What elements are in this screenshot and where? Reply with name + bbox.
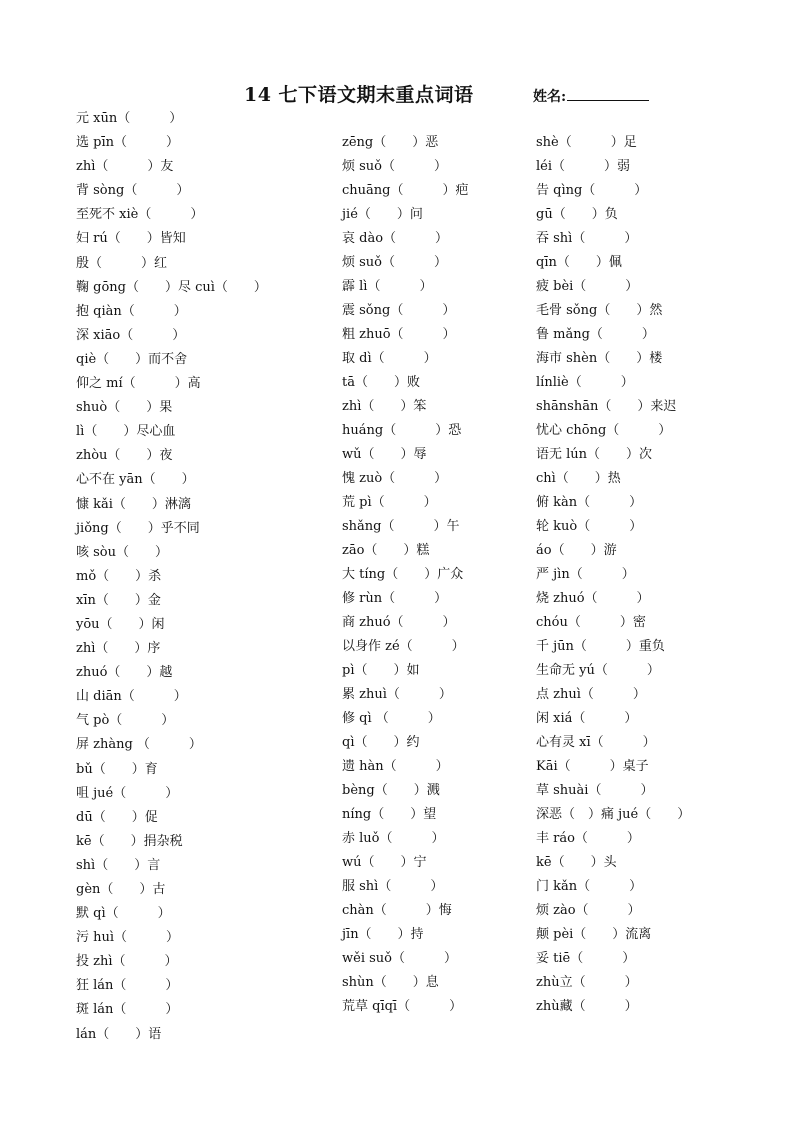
word-item: 至死不 xiè（ ） [76, 207, 204, 223]
word-item: zhòu（ ）夜 [76, 448, 173, 464]
word-item: chì（ ）热 [536, 471, 621, 486]
word-item: 海市 shèn（ ）楼 [536, 351, 663, 366]
word-item: zāo（ ）糕 [342, 543, 430, 558]
word-item: 霹 lì（ ） [342, 279, 433, 294]
word-item: 遗 hàn（ ） [342, 759, 449, 774]
word-item: 门 kǎn（ ） [536, 879, 643, 894]
word-item: níng（ ）望 [342, 807, 437, 822]
word-item: 妥 tiē（ ） [536, 951, 636, 966]
word-item: yōu（ ）闲 [76, 616, 165, 632]
word-item: 哀 dào（ ） [342, 231, 449, 246]
word-item: 背 sòng（ ） [76, 183, 190, 199]
word-item: wú（ ）宁 [342, 855, 427, 870]
word-item: shùn（ ）息 [342, 975, 439, 990]
word-item: 默 qì（ ） [76, 906, 171, 922]
word-item: 闲 xiá（ ） [536, 711, 638, 726]
word-item: gèn（ ）古 [76, 882, 166, 897]
word-item: bèng（ ）溅 [342, 783, 440, 798]
word-item: línliè（ ） [536, 375, 634, 390]
word-item: léi（ ）弱 [536, 159, 631, 174]
word-item: 鞠 gōng（ ）尽 cuì（ ） [76, 279, 267, 295]
word-item: 狂 lán（ ） [76, 978, 179, 994]
word-item: 荒草 qīqī（ ） [342, 999, 463, 1014]
word-item: qiè（ ）而不舍 [76, 351, 188, 367]
word-column-2 [342, 134, 468, 1022]
word-item: 粗 zhuō（ ） [342, 327, 456, 342]
word-item: 烦 zào（ ） [536, 903, 641, 918]
word-item: 累 zhuì（ ） [342, 687, 452, 702]
word-item: 疲 bèi（ ） [536, 279, 639, 294]
word-item: zhì（ ）笨 [342, 399, 427, 414]
word-item: jīn（ ）持 [342, 927, 424, 942]
word-item: 吞 shì（ ） [536, 231, 638, 246]
word-item: 颠 pèi（ ）流离 [536, 927, 652, 942]
word-item: bǔ（ ）育 [76, 761, 158, 777]
word-item: 修 qì （ ） [342, 711, 441, 726]
word-item: shì（ ）言 [76, 857, 161, 873]
word-item: chàn（ ）悔 [342, 903, 452, 918]
word-item: 点 zhuì（ ） [536, 687, 646, 702]
word-item: jié（ ）问 [342, 207, 423, 222]
word-item: mǒ（ ）杀 [76, 568, 162, 584]
word-item: 心有灵 xī（ ） [536, 735, 656, 750]
word-item: 选 pīn（ ） [76, 135, 179, 151]
word-item: qīn（ ）佩 [536, 255, 622, 270]
word-item: 丰 ráo（ ） [536, 831, 640, 846]
word-item: chóu（ ）密 [536, 615, 646, 630]
word-item: 咳 sòu（ ） [76, 544, 169, 560]
word-column-3 [536, 134, 690, 1022]
word-item: lán（ ）语 [76, 1026, 162, 1042]
word-item: zhù藏（ ） [536, 999, 638, 1014]
word-item: chuāng（ ）疤 [342, 183, 469, 198]
word-item: Kāi（ ）桌子 [536, 759, 649, 774]
word-item: 修 rùn（ ） [342, 591, 448, 606]
word-item: 震 sǒng（ ） [342, 303, 456, 318]
word-item: 草 shuài（ ） [536, 783, 654, 798]
word-item: 咀 jué（ ） [76, 785, 179, 801]
page-title: 14 七下语文期末重点词语 [244, 84, 474, 106]
word-item: áo（ ）游 [536, 543, 617, 558]
word-item: shè（ ）足 [536, 135, 637, 150]
word-item: wǔ（ ）辱 [342, 447, 427, 462]
word-item: lì（ ）尽心血 [76, 424, 176, 440]
name-field [533, 86, 649, 106]
word-item: jiǒng（ ）乎不同 [76, 520, 200, 536]
word-item: 慷 kǎi（ ）淋漓 [76, 496, 191, 512]
word-item: 污 huì（ ） [76, 930, 180, 946]
word-item: qì（ ）约 [342, 735, 420, 750]
word-item: 千 jūn（ ）重负 [536, 639, 665, 654]
word-item: 取 dì（ ） [342, 351, 437, 366]
word-item: huáng（ ）恐 [342, 423, 462, 438]
word-item: tā（ ）败 [342, 375, 420, 390]
word-item: 荒 pì（ ） [342, 495, 437, 510]
name-label: 姓名: [533, 89, 567, 105]
word-item: 殷（ ）红 [76, 255, 168, 271]
word-item: 妇 rú（ ）皆知 [76, 231, 186, 247]
word-item: 屏 zhàng （ ） [76, 737, 202, 753]
word-item: 烧 zhuó（ ） [536, 591, 650, 606]
word-item: 鲁 mǎng（ ） [536, 327, 655, 342]
word-item: 忧心 chōng（ ） [536, 423, 672, 438]
word-item: 商 zhuó（ ） [342, 615, 456, 630]
word-item: 大 tíng（ ）广众 [342, 567, 464, 582]
word-item: 气 pò（ ） [76, 713, 175, 729]
word-item: 心不在 yān（ ） [76, 472, 195, 488]
word-item: 生命无 yú（ ） [536, 663, 660, 678]
word-item: zēng（ ）恶 [342, 135, 439, 150]
word-item: zhì（ ）序 [76, 641, 161, 657]
word-item: 投 zhì（ ） [76, 954, 178, 970]
word-column-1 [76, 110, 267, 1046]
word-item: 深 xiāo（ ） [76, 327, 186, 343]
word-item: 俯 kàn（ ） [536, 495, 643, 510]
word-item: shuò（ ）果 [76, 400, 173, 416]
word-item: 严 jìn（ ） [536, 567, 635, 582]
word-item: 赤 luǒ（ ） [342, 831, 445, 846]
word-item: 语无 lún（ ）次 [536, 447, 653, 462]
word-item: 烦 suǒ（ ） [342, 255, 448, 270]
word-item: 服 shì（ ） [342, 879, 444, 894]
word-item: zhuó（ ）越 [76, 665, 173, 681]
word-item: kē（ ）头 [536, 855, 617, 870]
word-item: 仰之 mí（ ）高 [76, 376, 201, 392]
word-item: dū（ ）促 [76, 809, 158, 825]
word-item: 轮 kuò（ ） [536, 519, 643, 534]
word-item: xīn（ ）金 [76, 592, 161, 608]
word-item: gū（ ）负 [536, 207, 618, 222]
word-item: kē（ ）捐杂税 [76, 833, 183, 849]
word-item: 愧 zuò（ ） [342, 471, 448, 486]
word-item: 以身作 zé（ ） [342, 639, 465, 654]
word-item: 斑 lán（ ） [76, 1002, 179, 1018]
word-item: 烦 suǒ（ ） [342, 159, 448, 174]
word-item: zhì（ ）友 [76, 159, 174, 175]
word-item: shānshān（ ）来迟 [536, 399, 677, 414]
word-item: zhù立（ ） [536, 975, 638, 990]
word-item: 元 xūn（ ） [76, 111, 183, 126]
word-item: shǎng（ ）午 [342, 519, 460, 534]
word-item: 深恶（ ）痛 jué（ ） [536, 807, 691, 822]
word-item: 山 diān（ ） [76, 689, 187, 705]
name-blank-line [567, 87, 649, 101]
word-item: 抱 qiàn（ ） [76, 303, 187, 319]
word-item: wěi suǒ（ ） [342, 951, 457, 966]
word-item: 毛骨 sǒng（ ）然 [536, 303, 663, 318]
word-item: 告 qìng（ ） [536, 183, 648, 198]
word-item: pì（ ）如 [342, 663, 420, 678]
